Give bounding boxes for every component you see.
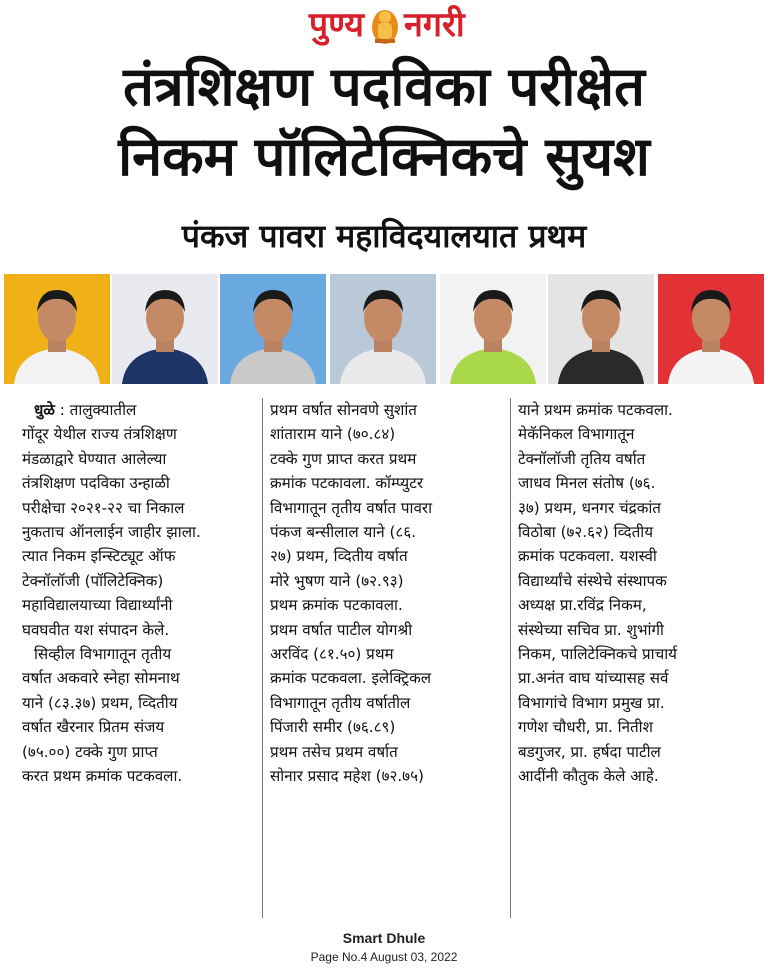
article-line: अध्यक्ष प्रा.रविंद्र निकम, [518, 596, 647, 615]
article-line: शांताराम याने (७०.८४) [270, 425, 396, 444]
article-line: वर्षात खैरनार प्रितम संजय [22, 718, 165, 737]
student-photo-5 [440, 274, 546, 384]
article-line: वर्षात अकवारे स्नेहा सोमनाथ [22, 669, 180, 688]
article-line: विद्यार्थ्यांचे संस्थेचे संस्थापक [518, 571, 667, 590]
article-line: धुळे : तालुक्यातील [34, 401, 137, 419]
subheadline: पंकज पावरा महाविदयालयात प्रथम [181, 217, 587, 255]
article-line: टेक्नॉलॉजी तृतिय वर्षात [518, 449, 646, 468]
masthead [0, 0, 768, 52]
article-line: विठोबा (७२.६२) व्दितीय [518, 523, 654, 542]
student-photo-7 [658, 274, 764, 384]
article-body [22, 398, 750, 918]
article-column-2 [270, 398, 506, 789]
article-line: गोंदूर येथील राज्य तंत्रशिक्षण [22, 425, 177, 444]
article-line: नुकताच ऑनलाईन जाहीर झाला. [22, 523, 201, 542]
article-line: अरविंद (८१.५०) प्रथम [270, 645, 394, 664]
student-photo-strip [0, 274, 768, 386]
article-line: प्रथम वर्षात सोनवणे सुशांत [270, 401, 417, 419]
article-line: विभागांचे विभाग प्रमुख प्रा. [518, 693, 665, 712]
student-photo-3 [220, 274, 326, 384]
article-line: मोरे भुषण याने (७२.९३) [270, 571, 404, 590]
article-line: टक्के गुण प्राप्त करत प्रथम [270, 449, 417, 468]
article-line: बडगुजर, प्रा. हर्षदा पाटील [518, 742, 661, 761]
article-line: (७५.००) टक्के गुण प्राप्त [22, 742, 158, 761]
article-line: परीक्षेचा २०२१-२२ चा निकाल [22, 498, 185, 517]
student-photo-2 [112, 274, 218, 384]
article-line: ३७) प्रथम, धनगर चंद्रकांत [518, 498, 661, 517]
article-line: टेक्नॉलॉजी (पॉलिटेक्निक) [22, 571, 164, 590]
article-line: आदींनी कौतुक केले आहे. [518, 767, 659, 786]
article-line: क्रमांक पटकावला. कॉम्प्युटर [270, 474, 424, 493]
article-line: करत प्रथम क्रमांक पटकवला. [22, 767, 183, 786]
student-photo-6 [548, 274, 654, 384]
article-line: सिव्हील विभागातून तृतीय [34, 645, 172, 664]
student-photo-1 [4, 274, 110, 384]
article-line: संस्थेच्या सचिव प्रा. शुभांगी [518, 620, 664, 639]
student-photo-4 [330, 274, 436, 384]
article-line: पंकज बन्सीलाल याने (८६. [270, 523, 417, 542]
article-line: प्रथम तसेच प्रथम वर्षात [270, 742, 398, 761]
article-line: घवघवीत यश संपादन केले. [22, 620, 170, 639]
article-line: क्रमांक पटकवला. इलेक्ट्रिकल [270, 669, 432, 688]
article-line: क्रमांक पटकवला. यशस्वी [518, 547, 657, 566]
article-line: याने (८३.३७) प्रथम, व्दितीय [22, 693, 178, 712]
article-line: प्रथम वर्षात पाटील योगश्री [270, 620, 413, 639]
article-line: निकम, पालिटेक्निकचे प्राचार्य [518, 645, 677, 664]
article-line: त्यात निकम इन्स्टिट्यूट ऑफ [22, 547, 176, 566]
article-column-3 [518, 398, 754, 789]
article-line: जाधव मिनल संतोष (७६. [518, 474, 656, 493]
article-line: महाविद्यालयाच्या विद्यार्थ्यांनी [22, 596, 173, 615]
article-line: याने प्रथम क्रमांक पटकवला. [518, 401, 673, 419]
article-column-1 [22, 398, 258, 789]
deity-logo-icon [370, 5, 400, 45]
article-line: मंडळाद्वारे घेण्यात आलेल्या [22, 449, 167, 468]
masthead-title-right: नगरी [404, 5, 465, 45]
article-line: मेकॅनिकल विभागातून [518, 425, 635, 444]
article-line: विभागातून तृतीय वर्षात पावरा [270, 498, 433, 517]
article-line: २७) प्रथम, व्दितीय वर्षात [270, 547, 408, 566]
article-line: गणेश चौधरी, प्रा. नितीश [518, 718, 653, 737]
headline-line-1: तंत्रशिक्षण पदविका परीक्षेत [123, 55, 645, 118]
article-line: प्रा.अनंत वाघ यांच्यासह सर्व [518, 669, 669, 688]
article-line: सोनार प्रसाद महेश (७२.७५) [270, 767, 424, 786]
article-line: प्रथम क्रमांक पटकावला. [270, 596, 403, 615]
footer-page-info: Page No.4 August 03, 2022 [310, 950, 458, 964]
article-line: तंत्रशिक्षण पदविका उन्हाळी [22, 474, 170, 493]
article-line: विभागातून तृतीय वर्षातील [270, 693, 411, 712]
masthead-title-left: पुण्य [308, 5, 364, 45]
footer-title: Smart Dhule [342, 930, 426, 946]
article-line: पिंजारी समीर (७६.८९) [270, 718, 396, 737]
headline-line-2: निकम पॉलिटेक्निकचे सुयश [118, 125, 650, 188]
